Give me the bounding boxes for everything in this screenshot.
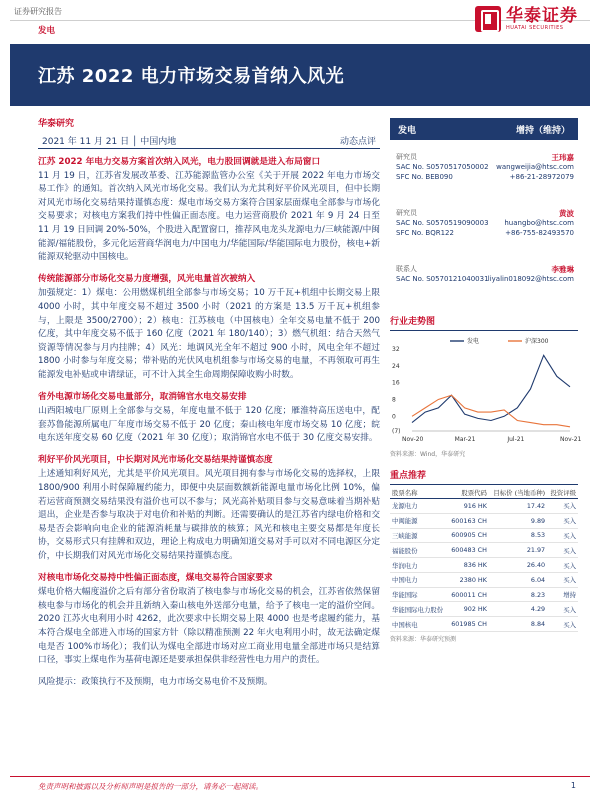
cell-code: 600483 CH	[448, 543, 489, 558]
analyst-name: 王玮嘉	[551, 153, 574, 162]
table-row	[390, 513, 578, 528]
table-row	[390, 558, 578, 573]
cell-target: 17.42	[489, 499, 547, 514]
cell-target: 8.84	[489, 617, 547, 632]
cell-code: 2380 HK	[448, 572, 489, 587]
analyst-name: 黄波	[559, 209, 574, 218]
table-row	[390, 528, 578, 543]
report-date: 2021 年 11 月 21 日 │ 中国内地	[42, 137, 177, 147]
analyst-list	[390, 152, 578, 304]
section-1-text: 加强规定：1）煤电：公用燃煤机组全部参与市场交易；10 万千瓦+机组中长期交易上限 4000 小时，其中年度交易不超过 3500 小时（2021 的方案是 13.5 万千瓦+机组参与，上限是 3500/2700）；2）核电：江苏核电（中国核电）全年交易电量不低于 200 亿度，其中年度交易不低于 160 亿度（2021 年 180/140）；3）燃气机组：结合天然气资源等情况参与月内挂牌；4）风光：地调风光全年不超过 900 小时，风电全年不超过 1800 小时参与年度交易；带补贴的光伏风电机组参与市场交易的电量，不再领取可再生能源发电补贴或申请绿证，可不计入其全生命周期保障收购小时数。	[38, 288, 380, 380]
cell-rating: 买入	[547, 617, 578, 632]
analyst-email[interactable]: huangbo@htsc.com	[504, 219, 574, 227]
cell-code: 601985 CH	[448, 617, 489, 632]
x-tick-label: Jul-21	[507, 436, 525, 443]
section-4-head: 对核电市场化交易持中性偏正面态度，煤电交易符合国家要求	[38, 572, 273, 583]
report-type: 证券研究报告	[14, 7, 62, 16]
col-target: 目标价 (当地币种)	[493, 489, 546, 497]
section-3-text: 上述通知利好风光，尤其是平价风光项目。风光项目拥有参与市场化交易的选择权，上限 1800/900 利用小时保障履约能力，即便中央层面数额新能源电量市场化比例 10%，偏若运营商预测交易结果没有溢价也可以不参与；风光高补贴项目参与交易意味着当期补贴退出，企业是否参与取决于对电价和补贴的判断。还需要确认的是江苏省内绿电价格和交易是否会影响向电企业的能源消耗量与碳排放的核算；风光和核电主要交易都是年度长协，交易形式只有挂牌和双边，理论上构成电力明确知道交易对手可以对不同电源区分定价，中长期我们对风光市场化交易结果持谨慎态度。	[38, 469, 380, 562]
analyst-sac: SAC No. S0570517050002	[396, 163, 489, 171]
cell-name: 华润电力	[390, 558, 448, 573]
page-title: 江苏 2022 电力市场交易首纳入风光	[38, 66, 345, 87]
cell-name: 中国电力	[390, 572, 448, 587]
footer-disclaimer: 免责声明和披露以及分析师声明是报告的一部分，请务必一起阅读。	[38, 782, 263, 791]
table-row	[390, 543, 578, 558]
legend-label: 发电	[467, 338, 480, 345]
analyst-sac: SAC No. S0570519090003	[396, 219, 489, 227]
analyst-phone: +86-755-82493570	[505, 229, 574, 237]
cell-rating: 买入	[547, 572, 578, 587]
cell-rating: 买入	[547, 558, 578, 573]
section-2-head: 省外电源市场化交易电量部分，取消锦官水电交易安排	[38, 391, 247, 402]
table-header-row	[390, 487, 578, 499]
x-tick-label: Nov-20	[402, 436, 424, 443]
logo	[475, 6, 578, 32]
y-tick-label: 32	[392, 346, 400, 353]
analyst-phone: +86-21-28972079	[509, 173, 574, 181]
analyst-sac: SAC No. S0570121040031	[396, 275, 489, 283]
sidebar	[390, 118, 582, 644]
cell-target: 21.97	[489, 543, 547, 558]
y-tick-label: 24	[392, 362, 400, 370]
analyst-role: 联系人	[396, 265, 417, 273]
analyst-email[interactable]: liyalin018092@htsc.com	[487, 275, 574, 283]
main-body	[38, 156, 380, 693]
table-row	[390, 602, 578, 617]
section-4-text: 煤电价格大幅度溢价之后有部分省份取消了核电参与市场化交易的机会，江苏省依然保留核电参与市场化的机会并且新纳入秦山核电外送部分电量，给予了核电一定的溢价空间。2020 江苏火电利用小时 4262，此次要求中长期交易上限 4000 也是考虑履约能力，基本符合煤电全部进入市场的国家方针（除以精准预测 22 年火电利用小时，故无法确定煤电是否 100%市场化）；我们认为煤电全部进市场对应工商业用电量全部进市场只是结算口径，事实上煤电作为基荷电源还是要承担保供非经营性电力用户的责任。	[38, 587, 380, 666]
col-code: 股票代码	[461, 489, 487, 497]
legend-label: 沪深300	[525, 338, 549, 345]
cell-rating: 买入	[547, 528, 578, 543]
recommend-table	[390, 487, 578, 632]
research-org: 华泰研究	[38, 119, 75, 129]
meta-line	[38, 133, 380, 149]
trend-chart-svg	[390, 335, 582, 447]
cell-code: 600011 CH	[448, 587, 489, 602]
chart-heading: 行业走势图	[390, 314, 578, 331]
cell-rating: 买入	[547, 543, 578, 558]
cell-code: 836 HK	[448, 558, 489, 573]
cell-rating: 买入	[547, 602, 578, 617]
title-bar	[10, 44, 590, 106]
cell-name: 华能国际电力股份	[390, 602, 448, 617]
cell-code: 916 HK	[448, 499, 489, 514]
table-row	[390, 572, 578, 587]
intro-paragraph	[38, 156, 380, 265]
analyst-role: 研究员	[396, 153, 417, 161]
intro-text: 11 月 19 日，江苏省发展改革委、江苏能源监管办公室《关于开展 2022 年电力市场交易工作》的通知。首次纳入风光市场化交易。我们认为尤其利好平价风光项目，但中长期对风光市场化交易结果持谨慎态度：煤电市场交易方案符合国家层面煤电全部参与市场化交易要求；对核电方案我们持中性偏正面态度。电力运营商股价 2021 年 9 月 24 日至 11 月 19 日回调 20%-50%，个股进入配置窗口，推荐风电龙头龙源电力/三峡能源/中闽能源/福能股份，多元化运营商华润电力/中国电力/华能国际/华能国际电力股份，核电+新能源双轮驱动中国核电。	[38, 170, 380, 263]
x-tick-label: Nov-21	[560, 436, 582, 443]
cell-name: 三峡能源	[390, 528, 448, 543]
cell-name: 中闽能源	[390, 513, 448, 528]
analyst-email[interactable]: wangweijia@htsc.com	[496, 163, 574, 171]
cell-name: 中国核电	[390, 617, 448, 632]
cell-code: 600163 CH	[448, 513, 489, 528]
intro-head: 江苏 2022 年电力交易方案首次纳入风光，电力股回调就是进入布局窗口	[38, 157, 321, 167]
logo-cn: 华泰证券	[506, 6, 578, 26]
x-tick-label: Mar-21	[454, 436, 476, 443]
analyst-card	[390, 264, 578, 304]
table-row	[390, 617, 578, 632]
cell-rating: 买入	[547, 499, 578, 514]
analyst-name: 李雅琳	[551, 265, 574, 274]
col-name: 股票名称	[392, 489, 418, 497]
section-2-text: 山西阳城电厂原则上全部参与交易，年度电量不低于 120 亿度；雁淮特高压送电中，配套苏鲁能源所属电厂年度市场交易不低于 20 亿度；秦山核电年度市场交易 10 亿度；皖电东送年度交易 60 亿度（2021 年 30 亿度）；取消锦官水电不低于 30 亿度交易安排。	[38, 406, 380, 444]
cell-target: 8.53	[489, 528, 547, 543]
sector-label: 发电	[398, 125, 417, 136]
col-rating: 投资评级	[550, 489, 576, 497]
cell-target: 8.23	[489, 587, 547, 602]
page-number: 1	[570, 781, 576, 790]
cell-target: 4.29	[489, 602, 547, 617]
cell-rating: 增持	[547, 587, 578, 602]
cell-name: 华能国际	[390, 587, 448, 602]
y-tick-label: (7)	[392, 428, 401, 435]
cell-target: 9.89	[489, 513, 547, 528]
y-tick-label: 8	[392, 396, 396, 404]
trend-chart	[390, 335, 582, 447]
report-kind: 动态点评	[339, 137, 376, 147]
series-line	[412, 395, 570, 427]
cell-rating: 买入	[547, 513, 578, 528]
cell-target: 26.40	[489, 558, 547, 573]
logo-en: HUATAI SECURITIES	[506, 25, 564, 31]
table-row	[390, 587, 578, 602]
chart-source: 资料来源：Wind，华泰研究	[390, 451, 466, 458]
rating-bar	[390, 118, 578, 140]
table-source: 资料来源：华泰研究预测	[390, 636, 457, 644]
cell-code: 902 HK	[448, 602, 489, 617]
section-1-head: 传统能源部分市场化交易力度增强，风光电量首次被纳入	[38, 273, 256, 284]
analyst-sfc: SFC No. BEB090	[396, 173, 453, 181]
cell-target: 6.04	[489, 572, 547, 587]
rating-label: 增持（维持）	[515, 125, 570, 136]
table-heading: 重点推荐	[390, 468, 578, 485]
analyst-card	[390, 152, 578, 208]
cell-name: 龙源电力	[390, 499, 448, 514]
section-3-head: 利好平价风光项目，中长期对风光市场化交易结果持谨慎态度	[38, 454, 273, 465]
analyst-card	[390, 208, 578, 264]
category-tag: 发电	[38, 26, 56, 36]
risk-note: 风险提示：政策执行不及预期，电力市场交易电价不及预期。	[38, 676, 273, 687]
cell-name: 福能股份	[390, 543, 448, 558]
table-row	[390, 499, 578, 514]
footer-divider	[10, 776, 590, 777]
y-tick-label: 16	[392, 379, 400, 387]
cell-code: 600905 CH	[448, 528, 489, 543]
y-tick-label: 0	[392, 413, 396, 421]
logo-icon	[475, 6, 501, 32]
analyst-sfc: SFC No. BQR122	[396, 229, 454, 237]
analyst-role: 研究员	[396, 209, 417, 217]
